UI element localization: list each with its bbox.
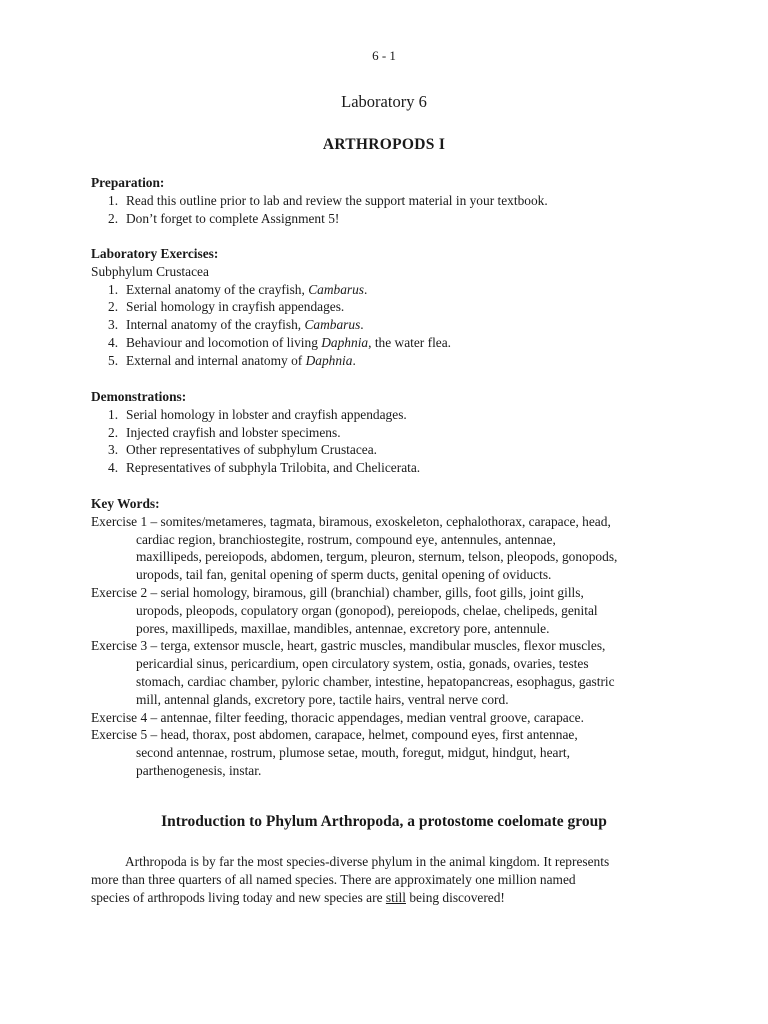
list-item: 4. Representatives of subphyla Trilobita, and Chelicerata. [108, 460, 421, 476]
list-item: 3. Other representatives of subphylum Crustacea. [108, 442, 377, 458]
demonstrations-list [91, 406, 691, 477]
key-words-heading: Key Words: [91, 496, 160, 511]
key-words-exercise-2: Exercise 2 – serial homology, biramous, gill (branchial) chamber, gills, foot gills, joint gills, uropods, pleopods, copulatory organ (gonopod), pereiopods, chelae, chelipeds, genital pores, maxillipeds, maxillae, mandibles, antennae, excretory pore, antennule. [91, 584, 598, 636]
preparation-heading: Preparation: [91, 175, 165, 190]
intro-title: Introduction to Phylum Arthropoda, a protostome coelomate group [161, 813, 607, 830]
lab-exercises-heading: Laboratory Exercises: [91, 246, 219, 261]
list-item: 5. External and internal anatomy of Daphnia. [108, 352, 356, 368]
list-item: 2. Serial homology in crayfish appendages. [108, 299, 345, 315]
preparation-section [91, 174, 691, 227]
lab-exercises-list [91, 281, 691, 370]
lab-exercises-subheading: Subphylum Crustacea [91, 263, 209, 279]
list-item: 1. Read this outline prior to lab and review the support material in your textbook. [108, 192, 548, 208]
key-words-exercise-4: Exercise 4 – antennae, filter feeding, thoracic appendages, median ventral groove, carapace. [91, 709, 584, 725]
list-item: 3. Internal anatomy of the crayfish, Cambarus. [108, 317, 364, 333]
list-item: 2. Injected crayfish and lobster specimens. [108, 424, 341, 440]
lab-exercises-section [91, 245, 691, 370]
main-title: ARTHROPODS I [322, 136, 446, 153]
key-words-section [91, 495, 691, 780]
underlined-word: still [385, 889, 406, 905]
demonstrations-heading: Demonstrations: [91, 389, 187, 404]
intro-paragraph: Arthropoda is by far the most species-diverse phylum in the animal kingdom. It represents more than three quarters of all named species. There are approximately one million named species of arthropods living today and new species are still being discovered! [91, 854, 610, 905]
key-words-exercise-3: Exercise 3 – terga, extensor muscle, heart, gastric muscles, mandibular muscles, flexor muscles, pericardial sinus, pericardium, open circulatory system, ostia, gonads, ovaries, testes stomach, cardiac chamber, pyloric chamber, intestine, hepatopancreas, esophagus, gastric mill, antennal glands, excretory pore, tactile hairs, ventral nerve cord. [91, 638, 615, 707]
lab-title: Laboratory 6 [341, 92, 427, 111]
list-item: 2. Don’t forget to complete Assignment 5! [108, 210, 340, 226]
key-words-exercise-1: Exercise 1 – somites/metameres, tagmata, biramous, exoskeleton, cephalothorax, carapace, head, cardiac region, branchiostegite, rostrum, compound eye, antennules, antennae, maxillipeds, pereiopods, abdomen, tergum, pleuron, sternum, telson, pleopods, gonopods, uropods, tail fan, genital opening of sperm ducts, genital opening of oviducts. [91, 513, 618, 583]
list-item: 1. Serial homology in lobster and crayfish appendages. [108, 406, 407, 422]
list-item: 4. Behaviour and locomotion of living Daphnia, the water flea. [108, 334, 452, 350]
preparation-list [91, 192, 691, 228]
list-item: 1. External anatomy of the crayfish, Cambarus. [108, 281, 368, 297]
page-number: 6 - 1 [372, 48, 396, 63]
demonstrations-section [91, 388, 691, 477]
key-words-exercise-5: Exercise 5 – head, thorax, post abdomen, carapace, helmet, compound eyes, first antennae, second antennae, rostrum, plumose setae, mouth, foregut, midgut, hindgut, heart, parthenogenesis, instar. [91, 727, 578, 778]
